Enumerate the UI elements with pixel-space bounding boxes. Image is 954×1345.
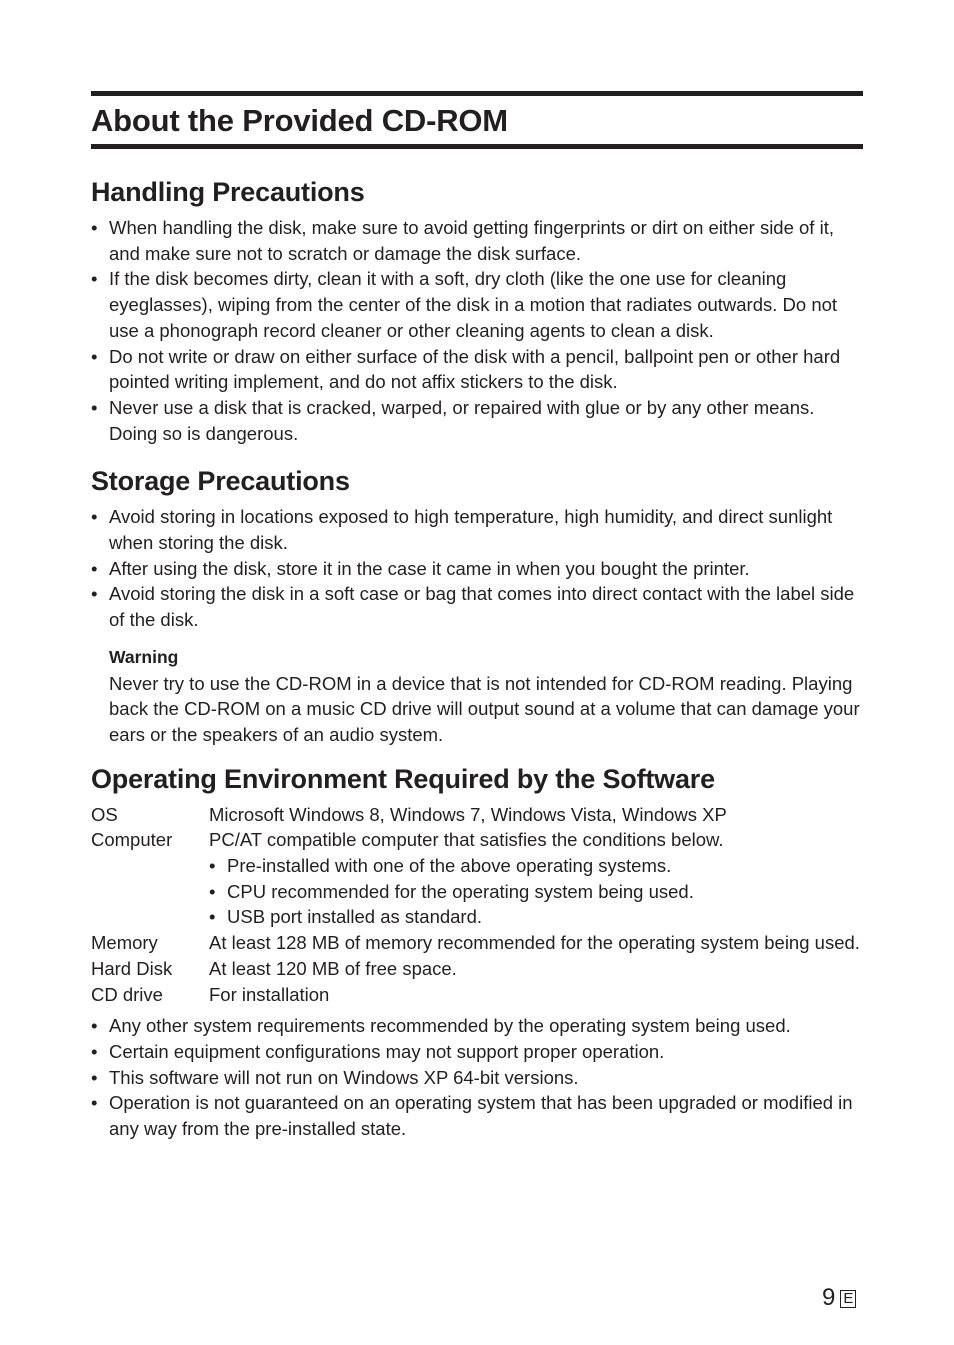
requirement-row-os	[91, 802, 863, 828]
requirement-row-computer	[91, 827, 863, 930]
requirement-row-hard-disk	[91, 956, 863, 982]
list-item: • This software will not run on Windows XP 64-bit versions.	[91, 1065, 863, 1091]
list-item: • When handling the disk, make sure to avoid getting fingerprints or dirt on either side of it, and make sure not to scratch or damage the disk surface.	[91, 215, 863, 266]
requirement-value-group	[209, 827, 863, 930]
storage-precautions-heading: Storage Precautions	[91, 466, 350, 497]
requirement-value: Microsoft Windows 8, Windows 7, Windows Vista, Windows XP	[209, 803, 727, 825]
storage-precautions-section	[91, 464, 863, 747]
environment-notes-list	[91, 1013, 863, 1142]
requirement-value: At least 120 MB of free space.	[209, 957, 457, 979]
requirement-label: Computer	[91, 829, 173, 851]
operating-environment-heading: Operating Environment Required by the Software	[91, 763, 715, 794]
warning-title: Warning	[109, 646, 179, 667]
requirement-label: Hard Disk	[91, 957, 173, 979]
list-item: • After using the disk, store it in the case it came in when you bought the printer.	[91, 556, 863, 582]
list-item: • Avoid storing in locations exposed to high temperature, high humidity, and direct sunlight when storing the disk.	[91, 504, 863, 555]
page-footer	[822, 1285, 856, 1311]
document-page	[91, 91, 863, 1142]
requirement-row-cd-drive	[91, 982, 863, 1008]
list-item: • Avoid storing the disk in a soft case or bag that comes into direct contact with the label side of the disk.	[91, 581, 863, 632]
list-item: • Operation is not guaranteed on an operating system that has been upgraded or modified in any way from the pre-installed state.	[91, 1090, 863, 1141]
list-item: • Do not write or draw on either surface of the disk with a pencil, ballpoint pen or other hard pointed writing implement, and do not affix stickers to the disk.	[91, 344, 863, 395]
language-code-badge: E	[840, 1290, 856, 1308]
requirement-value: PC/AT compatible computer that satisfies the conditions below.	[209, 829, 724, 851]
page-title: About the Provided CD-ROM	[91, 103, 508, 138]
warning-text: Never try to use the CD-ROM in a device that is not intended for CD-ROM reading. Playing back the CD-ROM on a music CD drive will output sound at a volume that can damage your ears or the speakers of an audio system.	[109, 672, 860, 745]
list-item: • Certain equipment configurations may not support proper operation.	[91, 1039, 863, 1065]
requirement-label: CD drive	[91, 983, 163, 1005]
title-block	[91, 91, 863, 149]
requirement-value: At least 128 MB of memory recommended for the operating system being used.	[209, 932, 860, 954]
page-number: 9	[822, 1284, 836, 1311]
requirement-value: For installation	[209, 983, 330, 1005]
computer-conditions-list	[209, 853, 863, 930]
operating-environment-section	[91, 762, 863, 1142]
requirement-label: Memory	[91, 932, 158, 954]
requirement-label: OS	[91, 803, 118, 825]
list-item: • If the disk becomes dirty, clean it with a soft, dry cloth (like the one use for cleaning eyeglasses), wiping from the center of the disk in a motion that radiates outwards. Do not use a phonograph record cleaner or other cleaning agents to clean a disk.	[91, 266, 863, 343]
handling-precautions-heading: Handling Precautions	[91, 177, 365, 207]
list-item: • Never use a disk that is cracked, warped, or repaired with glue or by any other means. Doing so is dangerous.	[91, 395, 863, 446]
list-item: • USB port installed as standard.	[209, 904, 863, 930]
handling-precautions-section	[91, 175, 863, 446]
storage-precautions-list	[91, 504, 863, 633]
requirement-row-memory	[91, 930, 863, 956]
list-item: • CPU recommended for the operating system being used.	[209, 879, 863, 905]
requirements-table	[91, 802, 863, 1008]
warning-box	[109, 645, 863, 748]
list-item: • Pre-installed with one of the above operating systems.	[209, 853, 863, 879]
handling-precautions-list	[91, 215, 863, 446]
list-item: • Any other system requirements recommended by the operating system being used.	[91, 1013, 863, 1039]
